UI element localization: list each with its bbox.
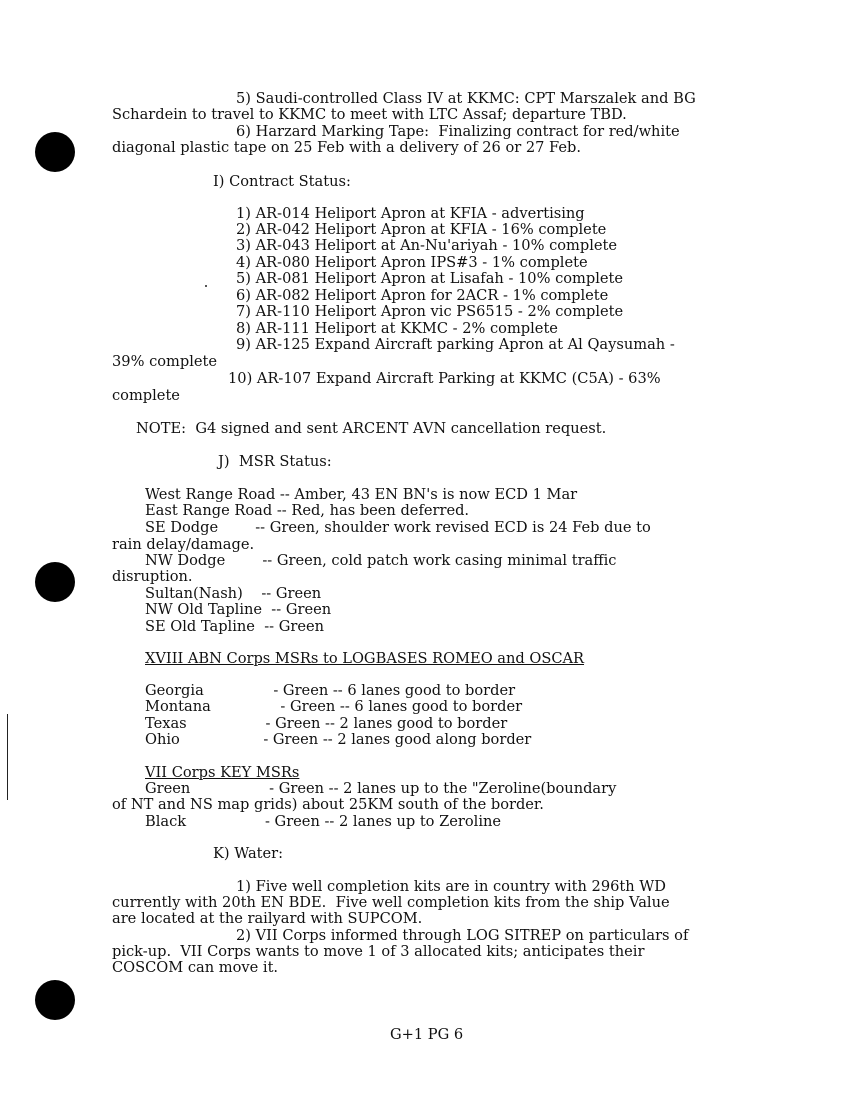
punch-hole [35, 980, 75, 1020]
msr-line: NW Old Tapline -- Green [145, 601, 332, 618]
contract-item: 4) AR-080 Heliport Apron IPS#3 - 1% complete [236, 254, 588, 271]
text-line: 5) Saudi-controlled Class IV at KKMC: CPT Marszalek and BG [236, 90, 696, 107]
contract-item: 7) AR-110 Heliport Apron vic PS6515 - 2% complete [236, 303, 624, 320]
msr-line: disruption. [112, 568, 193, 585]
msr-line: Green - Green -- 2 lanes up to the "Zeroline(boundary [145, 780, 617, 797]
contract-item: 9) AR-125 Expand Aircraft parking Apron at Al Qaysumah - [236, 336, 675, 353]
msr-line: Georgia - Green -- 6 lanes good to border [145, 682, 516, 699]
text-line: currently with 20th EN BDE. Five well completion kits from the ship Value [112, 894, 670, 911]
msr-line: West Range Road -- Amber, 43 EN BN's is now ECD 1 Mar [145, 486, 578, 503]
text-line: diagonal plastic tape on 25 Feb with a delivery of 26 or 27 Feb. [112, 139, 581, 156]
punch-hole [35, 562, 75, 602]
msr-line: Texas - Green -- 2 lanes good to border [145, 715, 508, 732]
msr-line: East Range Road -- Red, has been deferred. [145, 502, 470, 519]
msr-line: SE Old Tapline -- Green [145, 618, 325, 635]
subsection-heading: XVIII ABN Corps MSRs to LOGBASES ROMEO and OSCAR [145, 650, 585, 667]
text-line: COSCOM can move it. [112, 959, 279, 976]
contract-item: 10) AR-107 Expand Aircraft Parking at KKMC (C5A) - 63% [228, 370, 661, 387]
contract-item: 2) AR-042 Heliport Apron at KFIA - 16% complete [236, 221, 607, 238]
msr-line: of NT and NS map grids) about 25KM south of the border. [112, 796, 544, 813]
page-footer: G+1 PG 6 [390, 1026, 464, 1043]
section-heading: K) Water: [213, 845, 284, 862]
margin-line [7, 714, 8, 800]
subsection-heading: VII Corps KEY MSRs [145, 764, 300, 781]
stray-mark [205, 285, 207, 287]
msr-line: rain delay/damage. [112, 536, 255, 553]
text-line: 6) Harzard Marking Tape: Finalizing contract for red/white [236, 123, 680, 140]
text-line: Schardein to travel to KKMC to meet with LTC Assaf; departure TBD. [112, 106, 627, 123]
text-line: pick-up. VII Corps wants to move 1 of 3 allocated kits; anticipates their [112, 943, 645, 960]
msr-line: Sultan(Nash) -- Green [145, 585, 322, 602]
contract-item: 39% complete [112, 353, 218, 370]
text-line: 2) VII Corps informed through LOG SITREP on particulars of [236, 927, 689, 944]
note-line: NOTE: G4 signed and sent ARCENT AVN cancellation request. [136, 420, 607, 437]
msr-line: Ohio - Green -- 2 lanes good along border [145, 731, 532, 748]
contract-item: 8) AR-111 Heliport at KKMC - 2% complete [236, 320, 558, 337]
contract-item: complete [112, 387, 180, 404]
contract-item: 1) AR-014 Heliport Apron at KFIA - advertising [236, 205, 585, 222]
text-line: 1) Five well completion kits are in country with 296th WD [236, 878, 666, 895]
msr-line: NW Dodge -- Green, cold patch work casing minimal traffic [145, 552, 617, 569]
contract-item: 3) AR-043 Heliport at An-Nu'ariyah - 10% complete [236, 237, 618, 254]
contract-item: 6) AR-082 Heliport Apron for 2ACR - 1% complete [236, 287, 609, 304]
section-heading: J) MSR Status: [218, 453, 332, 470]
punch-hole [35, 132, 75, 172]
section-heading: I) Contract Status: [213, 173, 351, 190]
text-line: are located at the railyard with SUPCOM. [112, 910, 423, 927]
msr-line: Montana - Green -- 6 lanes good to border [145, 698, 523, 715]
msr-line: SE Dodge -- Green, shoulder work revised ECD is 24 Feb due to [145, 519, 651, 536]
msr-line: Black - Green -- 2 lanes up to Zeroline [145, 813, 502, 830]
contract-item: 5) AR-081 Heliport Apron at Lisafah - 10% complete [236, 270, 624, 287]
